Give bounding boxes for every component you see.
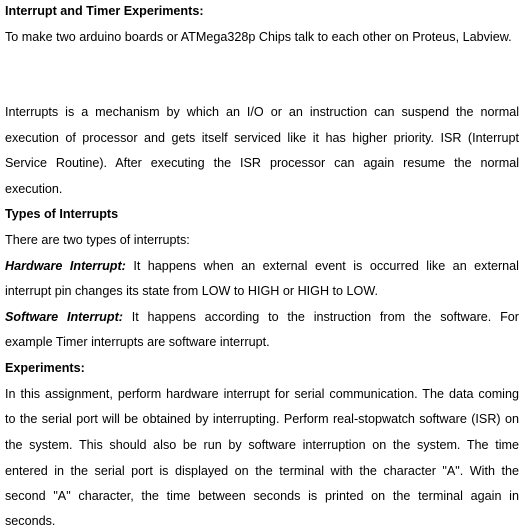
definition-line: execution.	[5, 182, 63, 196]
types-heading: Types of Interrupts	[5, 207, 119, 221]
software-interrupt-text: It happens according to the instruction from the software. For	[122, 310, 519, 324]
experiments-line: second "A" character, the time between seconds is printed on the terminal again in	[5, 489, 519, 503]
definition-line: Interrupts is a mechanism by which an I/O or an instruction can suspend the normal	[5, 105, 519, 119]
hardware-interrupt-line: interrupt pin changes its state from LOW to HIGH or HIGH to LOW.	[5, 284, 379, 298]
experiments-heading: Experiments:	[5, 361, 85, 375]
hardware-interrupt-line	[5, 258, 519, 274]
document-title: Interrupt and Timer Experiments:	[5, 4, 204, 18]
experiments-line: the system. This should also be run by software interruption on the system. The time	[5, 438, 519, 452]
definition-line: execution of processor and gets itself serviced like it has higher priority. ISR (Interrupt	[5, 131, 519, 145]
types-intro: There are two types of interrupts:	[5, 233, 190, 247]
experiments-line: In this assignment, perform hardware interrupt for serial communication. The data coming	[5, 387, 519, 401]
experiments-line: to the serial port will be obtained by interrupting. Perform real-stopwatch software (ISR) on	[5, 412, 519, 426]
experiments-line: entered in the serial port is displayed on the terminal with the character "A". With the	[5, 464, 519, 478]
intro-paragraph: To make two arduino boards or ATMega328p Chips talk to each other on Proteus, Labview.	[5, 30, 512, 44]
software-interrupt-line: example Timer interrupts are software interrupt.	[5, 335, 270, 349]
definition-line: Service Routine). After executing the ISR processor can again resume the normal	[5, 156, 519, 170]
software-interrupt-line	[5, 309, 519, 325]
hardware-interrupt-term: Hardware Interrupt:	[5, 259, 126, 273]
hardware-interrupt-text: It happens when an external event is occurred like an external	[125, 259, 519, 273]
software-interrupt-term: Software Interrupt:	[5, 310, 123, 324]
experiments-line: seconds.	[5, 514, 56, 528]
